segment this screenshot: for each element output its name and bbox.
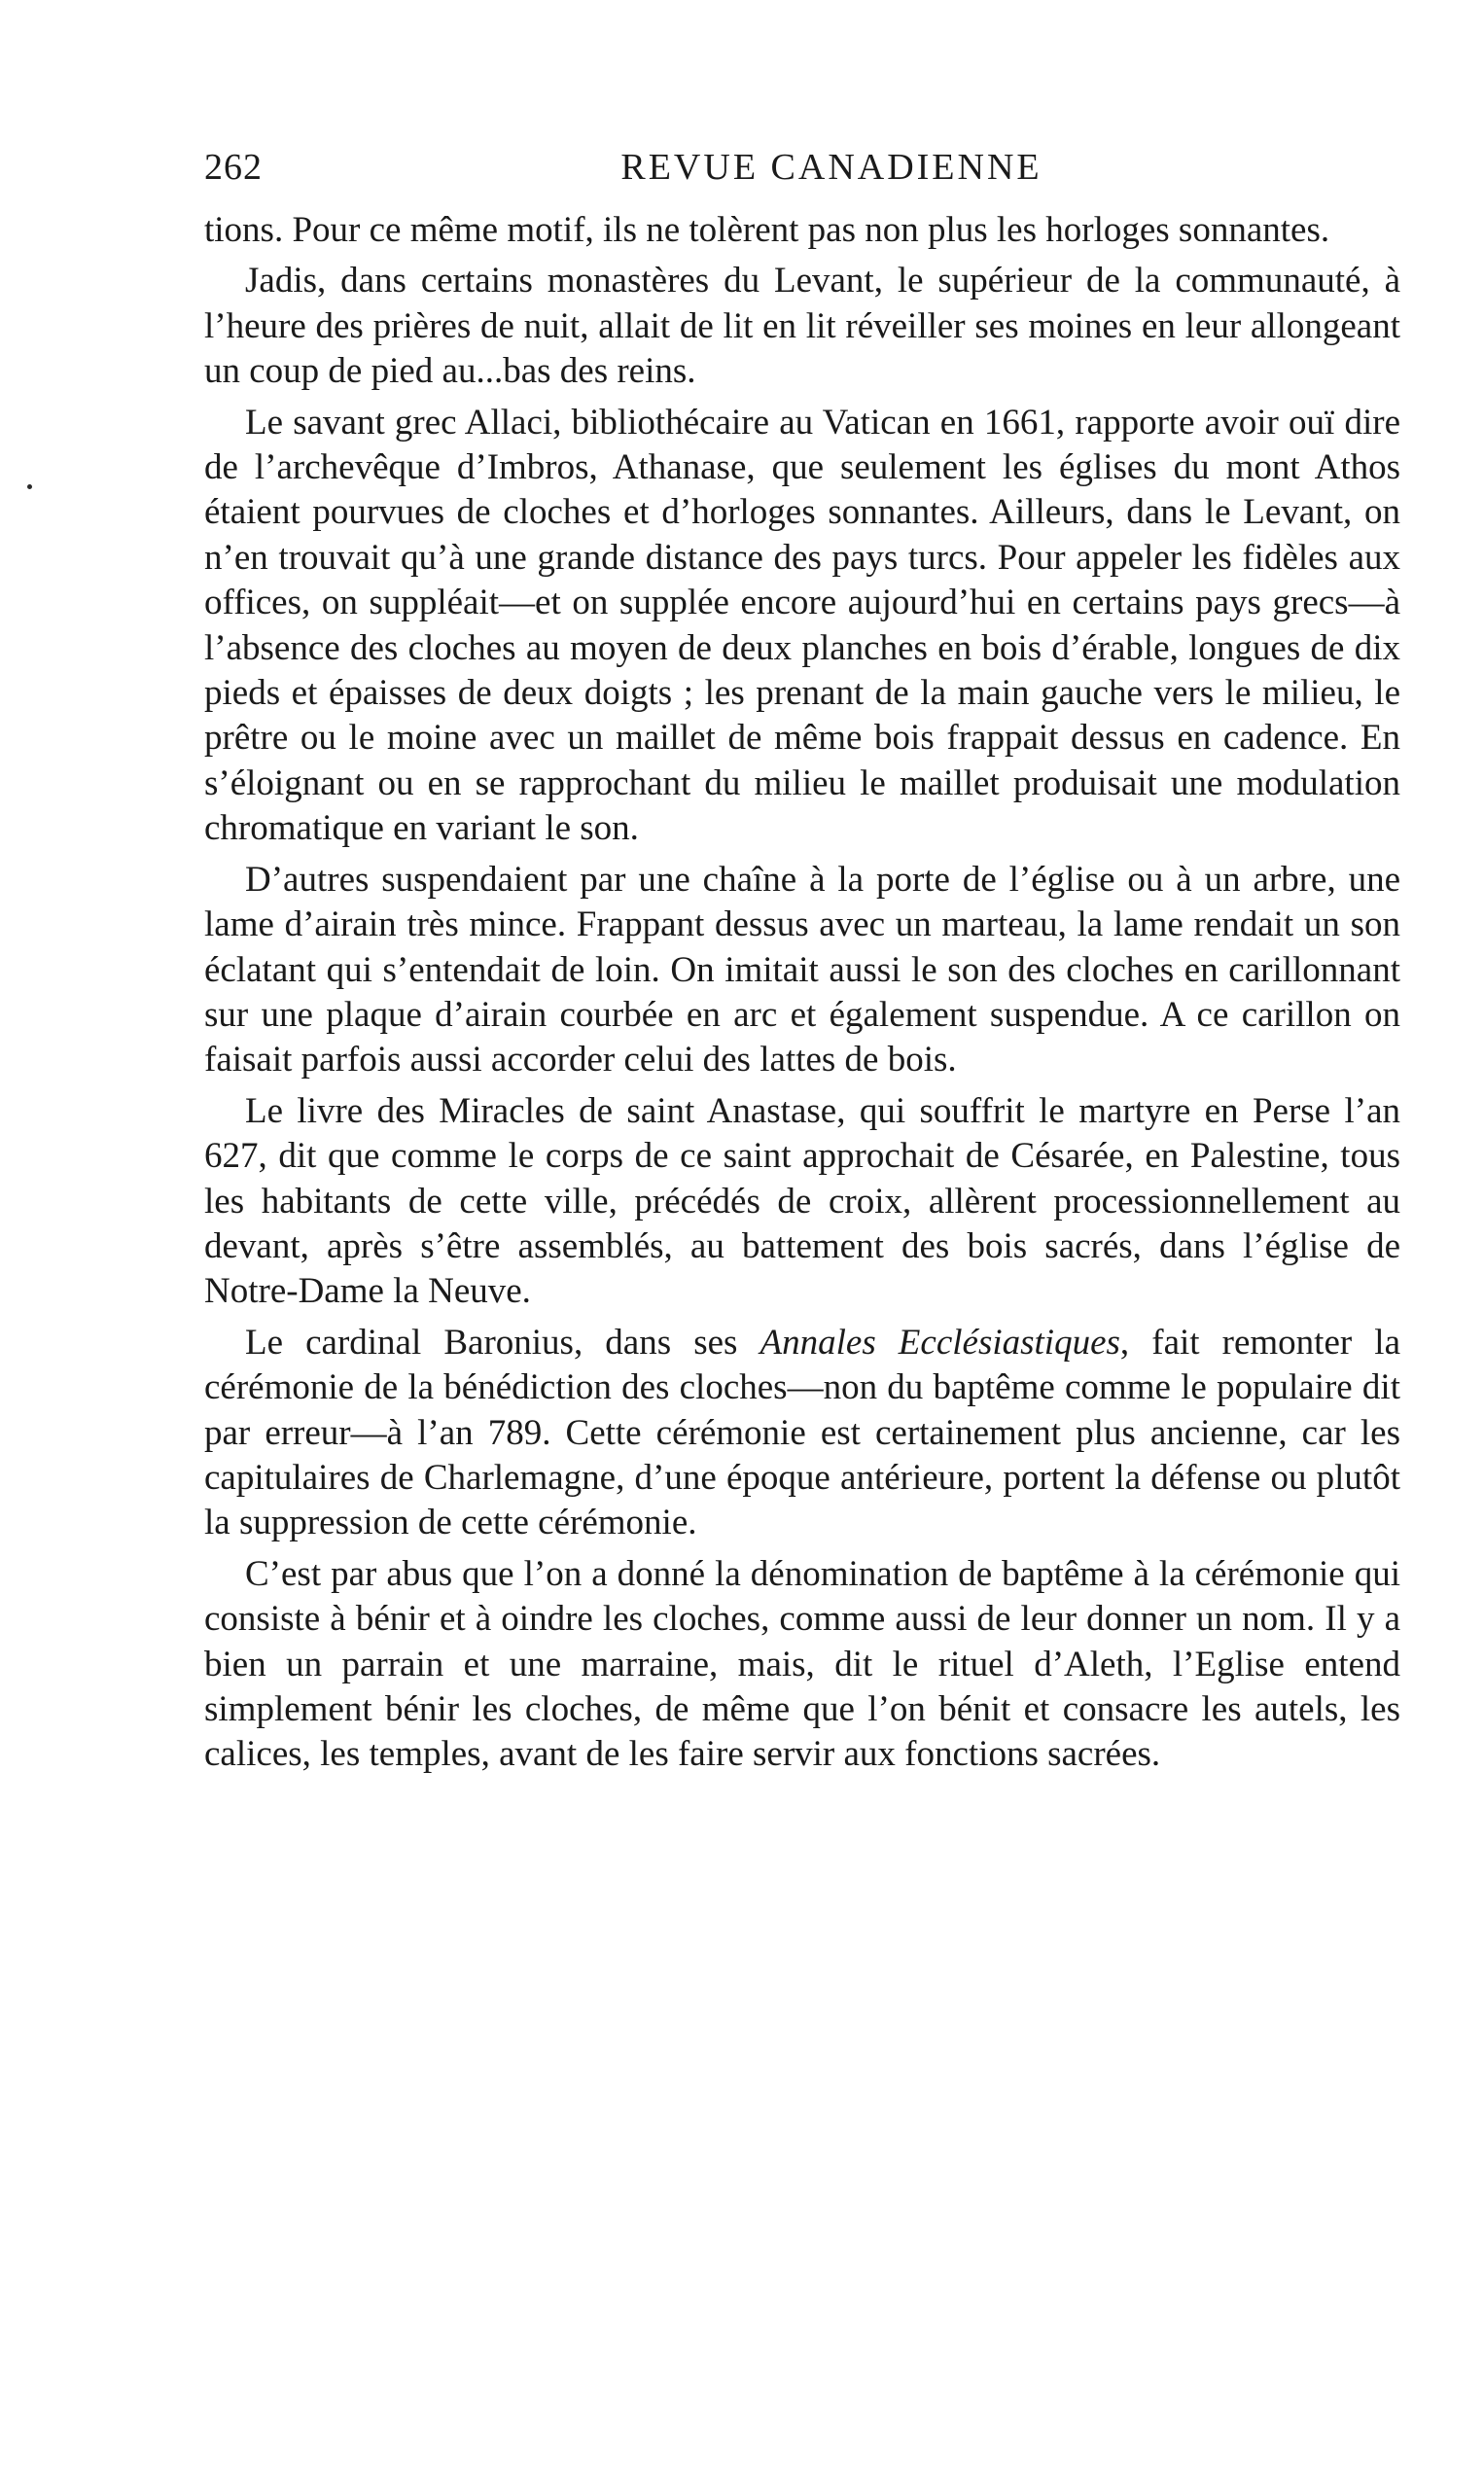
paragraph-levant-monasteries: Jadis, dans certains monastères du Levant, le supérieur de la communauté, à l’heure des prières de nuit, allait de lit en lit réveiller ses moines en leur allongeant un coup de pied au...bas des reins. [204, 261, 1400, 392]
paragraph-airain-blade: D’autres suspendaient par une chaîne à la porte de l’église ou à un arbre, une lame d’airain très mince. Frappant dessus avec un marteau, la lame rendait un son éclatant qui s’entendait de loin. On imitait aussi le son des cloches en carillonnant sur une plaque d’airain courbée en arc et également suspendue. A ce carillon on faisait parfois aussi accorder celui des lattes de bois. [204, 859, 1400, 1081]
paragraph-continuation: tions. Pour ce même motif, ils ne tolèrent pas non plus les horloges sonnantes. [204, 210, 1330, 250]
paragraph-baronius [204, 1321, 1400, 1546]
paragraph-allaci: Le savant grec Allaci, bibliothécaire au Vatican en 1661, rapporte avoir ouï dire de l’archevêque d’Imbros, Athanase, que seulement les églises du mont Athos étaient pourvues de cloches et d’horloges sonnantes. Ailleurs, dans le Levant, on n’en trouvait qu’à une grande distance des pays turcs. Pour appeler les fidèles aux offices, on suppléait—et on supplée encore aujourd’hui en certains pays grecs—à l’absence des cloches au moyen de deux planches en bois d’érable, longues de dix pieds et épaisses de deux doigts ; les prenant de la main gauche vers le milieu, le prêtre ou le moine avec un maillet de même bois frappait dessus en cadence. En s’éloignant ou en se rapprochant du milieu le maillet produisait une modulation chromatique en variant le son. [204, 402, 1400, 849]
baronius-text-after: , fait remonter la cérémonie de la bénédiction des cloches—non du baptême comme le populaire dit par erreur—à l’an 789. Cette cérémonie est certainement plus ancienne, car les capitulaires de Charlemagne, d’une époque antérieure, portent la défense ou plutôt la suppression de cette cérémonie. [204, 1322, 1400, 1543]
paragraph-saint-anastase: Le livre des Miracles de saint Anastase, qui souffrit le martyre en Perse l’an 627, dit que comme le corps de ce saint approchait de Césarée, en Palestine, tous les habitants de cette ville, précédés de croix, allèrent processionnellement au devant, après s’être assemblés, au battement des bois sacrés, dans l’église de Notre-Dame la Neuve. [204, 1090, 1400, 1312]
margin-speck [27, 484, 32, 489]
journal-title: REVUE CANADIENNE [620, 147, 1042, 188]
baronius-text-before: Le cardinal Baronius, dans ses [245, 1322, 760, 1363]
running-head [204, 146, 1400, 200]
page-number: 262 [204, 147, 263, 188]
body-text [204, 208, 1400, 1778]
book-page [204, 146, 1400, 1784]
annales-title: Annales Ecclésiastiques [760, 1322, 1120, 1363]
paragraph-bell-baptism: C’est par abus que l’on a donné la dénomination de baptême à la cérémonie qui consiste à bénir et à oindre les cloches, comme aussi de leur donner un nom. Il y a bien un parrain et une marraine, mais, dit le rituel d’Aleth, l’Eglise entend simplement bénir les cloches, de même que l’on bénit et consacre les autels, les calices, les temples, avant de les faire servir aux fonctions sacrées. [204, 1553, 1400, 1775]
